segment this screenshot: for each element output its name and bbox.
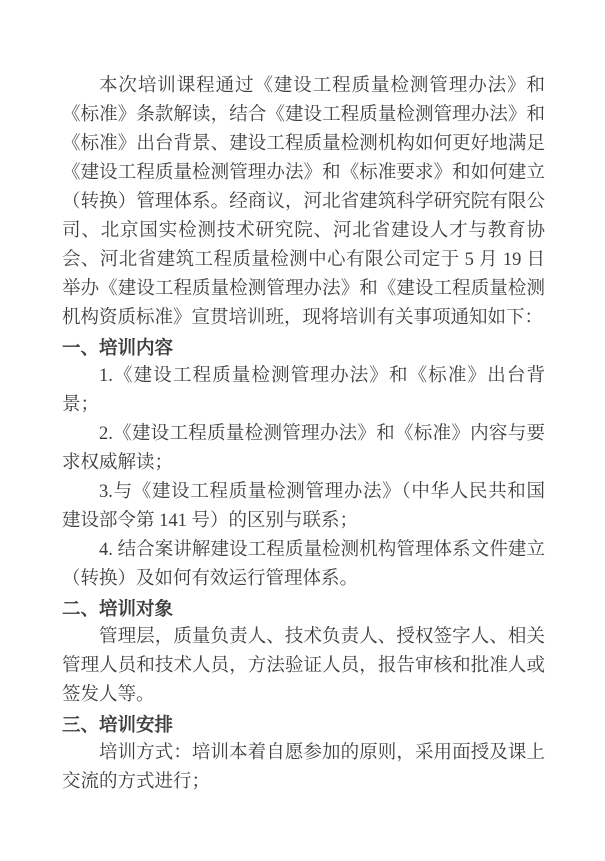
intro-paragraph: 本次培训课程通过《建设工程质量检测管理办法》和《标准》条款解读，结合《建设工程质量检测管理办法》和《标准》出台背景、建设工程质量检测机构如何更好地满足《建设工程质量检测管理办法》和《标准要求》和如何建立（转换）管理体系。经商议，河北省建筑科学研究院有限公司、北京国实检测技术研究院、河北省建设人才与教育协会、河北省建筑工程质量检测中心有限公司定于 5 月 19 日举办《建设工程质量检测管理办法》和《建设工程质量检测机构资质标准》宣贯培训班，现将培训有关事项通知如下： [62, 76, 545, 328]
training-content-item-1: 1.《建设工程质量检测管理办法》和《标准》出台背景； [62, 366, 545, 415]
training-content-item-3: 3.与《建设工程质量检测管理办法》（中华人民共和国建设部令第 141 号）的区别与联系； [62, 482, 545, 531]
training-content-item-4: 4. 结合案讲解建设工程质量检测机构管理体系文件建立（转换）及如何有效运行管理体系。 [62, 540, 545, 589]
section-heading-training-content: 一、培训内容 [62, 337, 174, 358]
training-arrangement-paragraph: 培训方式：培训本着自愿参加的原则，采用面授及课上交流的方式进行； [62, 743, 545, 792]
section-heading-training-audience: 二、培训对象 [62, 598, 174, 619]
document-body [62, 72, 545, 797]
training-audience-paragraph: 管理层，质量负责人、技术负责人、授权签字人、相关管理人员和技术人员，方法验证人员，报告审核和批准人或签发人等。 [62, 627, 545, 705]
training-content-item-2: 2.《建设工程质量检测管理办法》和《标准》内容与要求权威解读； [62, 424, 545, 473]
section-heading-training-arrangement: 三、培训安排 [62, 714, 174, 735]
